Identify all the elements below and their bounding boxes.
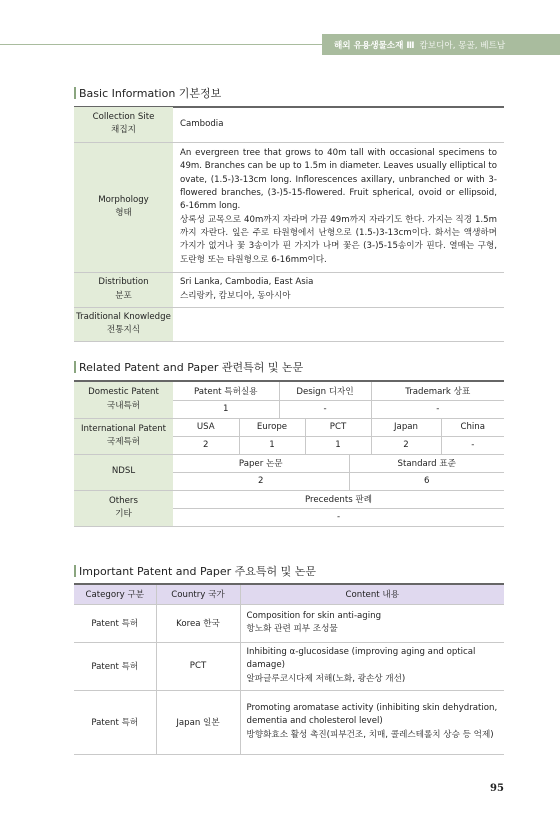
domestic-value-patent: 1 bbox=[173, 400, 279, 418]
section-marker bbox=[74, 361, 76, 373]
distribution-label: Distribution 분포 bbox=[74, 272, 173, 307]
collection-site-label: Collection Site 채집지 bbox=[74, 107, 173, 142]
header-title: 해외 유용생물소재 Ⅲ bbox=[334, 40, 415, 51]
table-row bbox=[74, 604, 504, 642]
international-header-pct: PCT bbox=[305, 418, 371, 436]
international-label: International Patent 국제특허 bbox=[74, 418, 173, 454]
domestic-value-design: - bbox=[279, 400, 371, 418]
others-header-row bbox=[74, 490, 504, 508]
others-header-precedents: Precedents 판례 bbox=[173, 490, 504, 508]
ndsl-value-standard: 6 bbox=[349, 472, 504, 490]
ndsl-label: NDSL bbox=[74, 454, 173, 490]
international-header-china: China bbox=[441, 418, 504, 436]
related-title: Related Patent and Paper 관련특허 및 논문 bbox=[74, 359, 303, 375]
domestic-value-trademark: - bbox=[371, 400, 504, 418]
domestic-header-row bbox=[74, 382, 504, 400]
domestic-header-patent: Patent 특허실용 bbox=[173, 382, 279, 400]
international-value-usa: 2 bbox=[173, 436, 239, 454]
basic-info-table bbox=[74, 107, 504, 342]
international-value-europe: 1 bbox=[239, 436, 305, 454]
distribution-value: Sri Lanka, Cambodia, East Asia 스리랑카, 캄보디아, 동아시아 bbox=[173, 272, 504, 307]
international-header-usa: USA bbox=[173, 418, 239, 436]
table-row bbox=[74, 690, 504, 754]
others-value-precedents: - bbox=[173, 508, 504, 526]
country-cell: Korea 한국 bbox=[156, 604, 240, 642]
ndsl-header-standard: Standard 표준 bbox=[349, 454, 504, 472]
important-header-content: Content 내용 bbox=[240, 585, 504, 604]
important-header-row bbox=[74, 585, 504, 604]
ndsl-header-row bbox=[74, 454, 504, 472]
domestic-label: Domestic Patent 국내특허 bbox=[74, 382, 173, 418]
collection-site-row bbox=[74, 107, 504, 142]
header-subtitle: 캄보디아, 몽골, 베트남 bbox=[419, 40, 506, 51]
international-value-china: - bbox=[441, 436, 504, 454]
international-header-japan: Japan bbox=[371, 418, 441, 436]
domestic-header-trademark: Trademark 상표 bbox=[371, 382, 504, 400]
collection-site-value: Cambodia bbox=[173, 107, 504, 142]
section-marker bbox=[74, 87, 76, 99]
category-cell: Patent 특허 bbox=[74, 690, 156, 754]
ndsl-header-paper: Paper 논문 bbox=[173, 454, 349, 472]
important-header-category: Category 구분 bbox=[74, 585, 156, 604]
table-row bbox=[74, 642, 504, 690]
traditional-knowledge-value bbox=[173, 307, 504, 341]
category-cell: Patent 특허 bbox=[74, 642, 156, 690]
international-value-japan: 2 bbox=[371, 436, 441, 454]
distribution-row bbox=[74, 272, 504, 307]
running-header bbox=[0, 34, 560, 55]
page-number: 95 bbox=[490, 783, 504, 794]
content-cell: Inhibiting α-glucosidase (improving aging and optical damage) 알파글루코시다제 저해(노화, 광손상 개선) bbox=[240, 642, 504, 690]
related-table bbox=[74, 382, 504, 527]
country-cell: Japan 일본 bbox=[156, 690, 240, 754]
section-marker bbox=[74, 565, 76, 577]
important-table bbox=[74, 585, 504, 755]
morphology-row bbox=[74, 142, 504, 272]
country-cell: PCT bbox=[156, 642, 240, 690]
important-header-country: Country 국가 bbox=[156, 585, 240, 604]
ndsl-value-paper: 2 bbox=[173, 472, 349, 490]
basic-info-title: Basic Information 기본정보 bbox=[74, 85, 221, 101]
content-cell: Composition for skin anti-aging 항노화 관련 피부 조성물 bbox=[240, 604, 504, 642]
international-header-row bbox=[74, 418, 504, 436]
traditional-knowledge-row bbox=[74, 307, 504, 341]
morphology-value: An evergreen tree that grows to 40m tall with occasional specimens to 49m. Branches can be up to 1.5m in diameter. Leaves usually elliptical to ovate, (1.5-)3-13cm long. Inflorescences axillary, unbranched or with 3-flowered branches, (3-)5-15-flowered. Fruit spherical, ovoid or ellipsoid, 6-16mm long. 상록성 교목으로 40m까지 자라며 가끔 49m까지 자라기도 한다. 가지는 직경 1.5m까지 자란다. 잎은 주로 타원형에서 난형으로 (1.5-)3-13cm이다. 화서는 액생하며 가지가 없거나 꽃 3송이가 핀 가지가 나며 꽃은 (3-)5-15송이가 핀다. 열매는 구형, 도란형 또는 타원형으로 6-16mm이다. bbox=[173, 142, 504, 272]
traditional-knowledge-label: Traditional Knowledge 전통지식 bbox=[74, 307, 173, 341]
others-label: Others 기타 bbox=[74, 490, 173, 526]
international-header-europe: Europe bbox=[239, 418, 305, 436]
category-cell: Patent 특허 bbox=[74, 604, 156, 642]
important-title: Important Patent and Paper 주요특허 및 논문 bbox=[74, 563, 316, 579]
morphology-label: Morphology 형태 bbox=[74, 142, 173, 272]
international-value-pct: 1 bbox=[305, 436, 371, 454]
content-cell: Promoting aromatase activity (inhibiting skin dehydration, dementia and cholesterol level) 방향화효소 활성 촉진(피부건조, 치매, 콜레스테롤치 상승 등 억제) bbox=[240, 690, 504, 754]
header-tab bbox=[322, 34, 560, 55]
domestic-header-design: Design 디자인 bbox=[279, 382, 371, 400]
